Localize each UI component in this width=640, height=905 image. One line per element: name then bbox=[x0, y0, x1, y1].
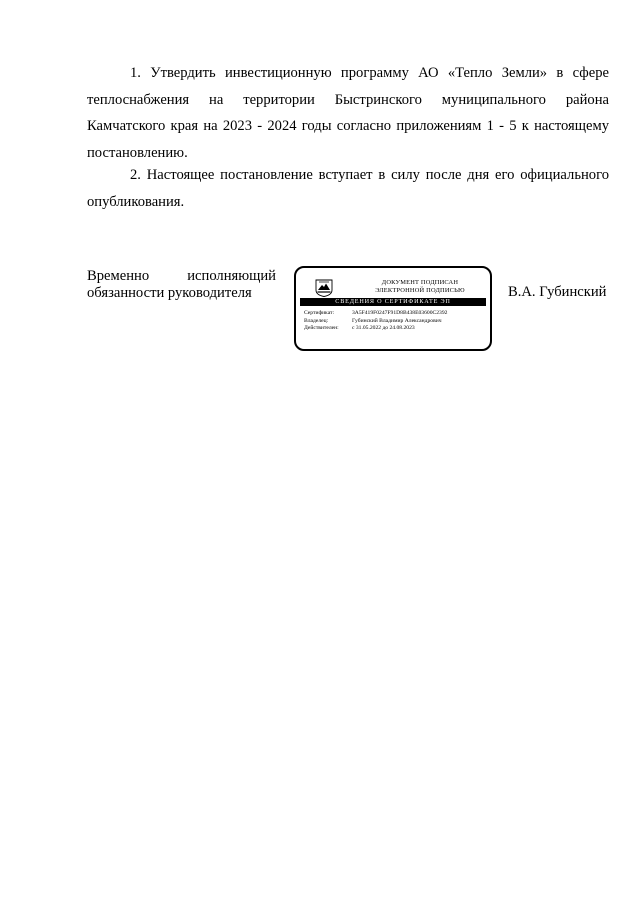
position-word-1: Временно bbox=[87, 268, 150, 284]
certificate-value: 3A5F419F0247F91D8B438E03600C2392 bbox=[352, 310, 448, 316]
valid-value: с 31.05.2022 до 24.08.2023 bbox=[352, 325, 415, 332]
stamp-title-line-2: ЭЛЕКТРОННОЙ ПОДПИСЬЮ bbox=[375, 287, 465, 294]
owner-label: Владелец: bbox=[304, 317, 329, 324]
paragraph-1: 1. Утвердить инвестиционную программу АО «Тепло Земли» в сфере теплоснабжения на территории Быстринского муниципального района Камчатского края на 2023 - 2024 годы согласно приложениям 1 - 5 к настоящему постановлению. bbox=[87, 65, 609, 161]
stamp-title bbox=[354, 279, 486, 295]
certificate-details bbox=[304, 310, 447, 333]
valid-label: Действителен: bbox=[304, 325, 339, 332]
owner-value: Губинский Владимир Александрович bbox=[352, 317, 442, 324]
certificate-info-bar: СВЕДЕНИЯ О СЕРТИФИКАТЕ ЭП bbox=[300, 298, 486, 306]
stamp-title-line-1: ДОКУМЕНТ ПОДПИСАН bbox=[381, 279, 459, 286]
validity-row bbox=[304, 325, 447, 333]
position-line-2: обязанности руководителя bbox=[87, 285, 252, 301]
electronic-signature-stamp bbox=[294, 266, 492, 351]
signer-position bbox=[87, 268, 276, 302]
position-word-2: исполняющий bbox=[187, 268, 276, 284]
coat-of-arms-icon bbox=[314, 279, 334, 297]
paragraph-2: 2. Настоящее постановление вступает в силу после дня его официального опубликования. bbox=[87, 167, 609, 210]
certificate-label: Сертификат: bbox=[304, 310, 335, 316]
signer-name: В.А. Губинский bbox=[508, 284, 607, 300]
certificate-row bbox=[304, 310, 447, 318]
